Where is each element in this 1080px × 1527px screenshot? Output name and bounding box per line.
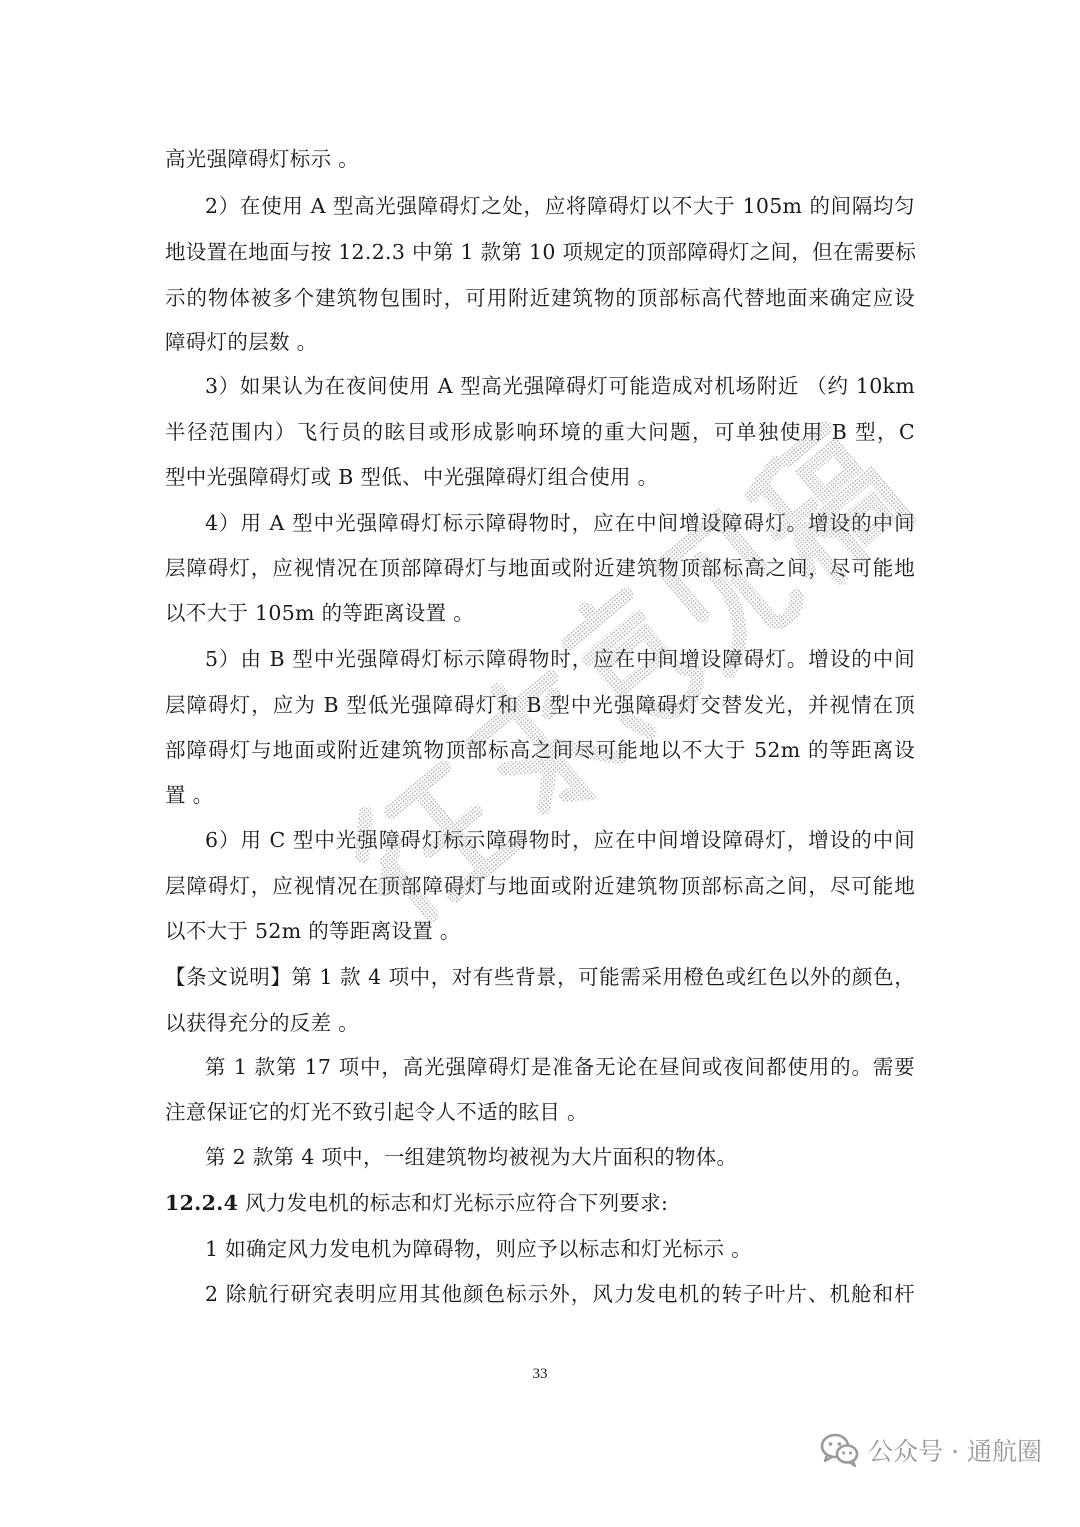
text-line: 型中光强障碍灯或 B 型低、中光强障碍灯组合使用 。 [165, 465, 659, 489]
text-line: 第 1 款第 17 项中，高光强障碍灯是准备无论在昼间或夜间都使用的。需要 [205, 1055, 915, 1079]
text-line: 层障碍灯，应为 B 型低光强障碍灯和 B 型中光强障碍灯交替发光，并视情在顶 [165, 693, 915, 717]
text-line: 1 如确定风力发电机为障碍物，则应予以标志和灯光标示 。 [205, 1237, 752, 1261]
clause-title: 风力发电机的标志和灯光标示应符合下列要求: [244, 1191, 669, 1215]
text-line: 置 。 [165, 783, 214, 807]
text-line: 半径范围内）飞行员的眩目或形成影响环境的重大问题，可单独使用 B 型，C [165, 420, 915, 444]
text-line: 层障碍灯，应视情况在顶部障碍灯与地面或附近建筑物顶部标高之间，尽可能地 [165, 874, 915, 898]
text-line: 6）用 C 型中光强障碍灯标示障碍物时，应在中间增设障碍灯，增设的中间 [205, 828, 915, 852]
wechat-icon [820, 1433, 860, 1467]
text-line: 部障碍灯与地面或附近建筑物顶部标高之间尽可能地以不大于 52m 的等距离设 [165, 738, 915, 762]
text-line: 第 2 款第 4 项中，一组建筑物均被视为大片面积的物体。 [205, 1145, 738, 1169]
text-line: 2）在使用 A 型高光强障碍灯之处，应将障碍灯以不大于 105m 的间隔均匀 [205, 194, 915, 218]
account-watermark [820, 1430, 1042, 1470]
text-line: 5）由 B 型中光强障碍灯标示障碍物时，应在中间增设障碍灯。增设的中间 [205, 647, 915, 671]
text-line: 以不大于 52m 的等距离设置 。 [165, 919, 461, 943]
text-line: 2 除航行研究表明应用其他颜色标示外，风力发电机的转子叶片、机舱和杆 [205, 1282, 915, 1306]
text-line: 注意保证它的灯光不致引起令人不适的眩目 。 [165, 1100, 588, 1124]
text-line: 以不大于 105m 的等距离设置 。 [165, 601, 475, 625]
text-line: 高光强障碍灯标示 。 [165, 147, 360, 171]
text-line: 3）如果认为在夜间使用 A 型高光强障碍灯可能造成对机场附近 （约 10km [205, 374, 915, 398]
text-line: 示的物体被多个建筑物包围时，可用附近建筑物的顶部标高代替地面来确定应设 [165, 286, 915, 310]
clause-explanation: 【条文说明】第 1 款 4 项中，对有些背景，可能需采用橙色或红色以外的颜色， [165, 965, 915, 989]
clause-heading [165, 1189, 915, 1217]
account-name: 公众号 · 通航圈 [868, 1437, 1042, 1466]
text-line: 层障碍灯，应视情况在顶部障碍灯与地面或附近建筑物顶部标高之间，尽可能地 [165, 556, 915, 580]
page-number: 33 [532, 1366, 548, 1382]
clause-number: 12.2.4 [165, 1191, 239, 1215]
text-line: 4）用 A 型中光强障碍灯标示障碍物时，应在中间增设障碍灯。增设的中间 [205, 511, 915, 535]
text-line: 地设置在地面与按 12.2.3 中第 1 款第 10 项规定的顶部障碍灯之间，但在需要标 [165, 240, 917, 264]
text-line: 障碍灯的层数 。 [165, 330, 318, 354]
text-line: 以获得充分的反差 。 [165, 1011, 360, 1035]
